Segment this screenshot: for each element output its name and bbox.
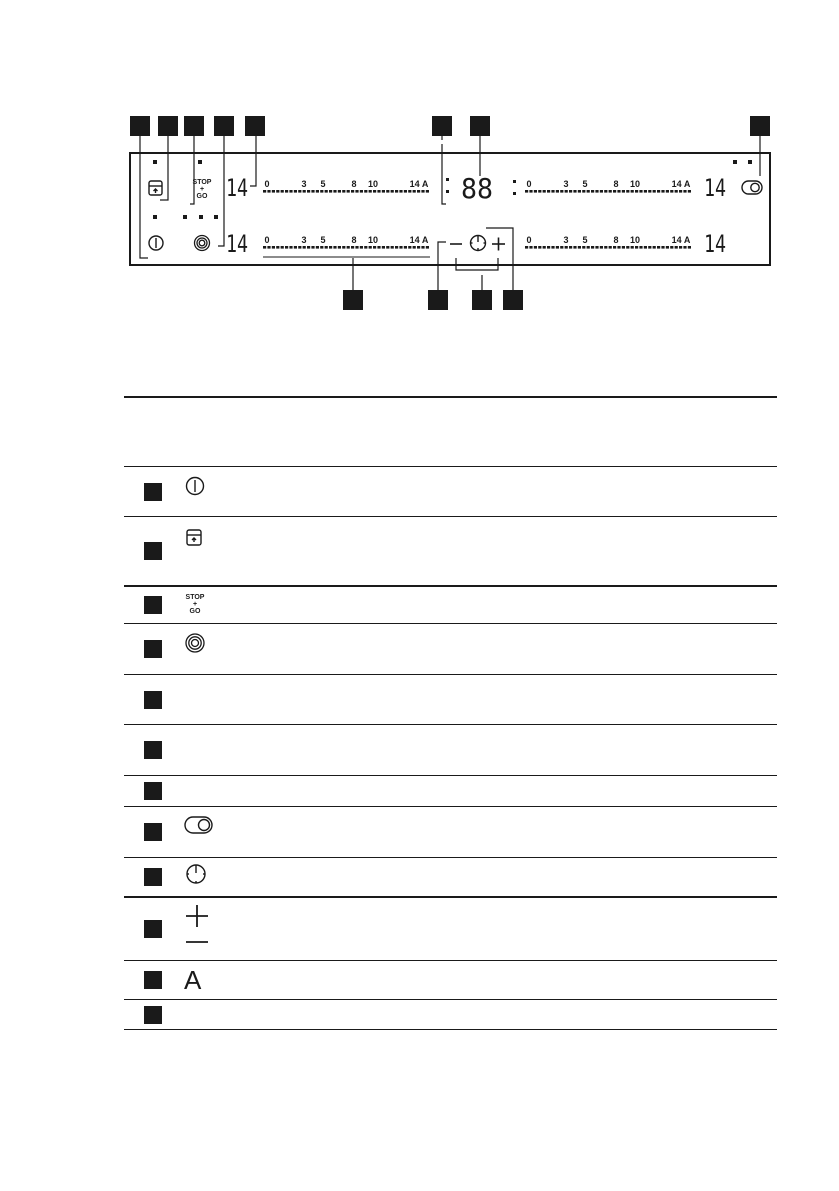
scale-label: 14 A	[671, 179, 691, 189]
scale-label: 3	[301, 235, 307, 245]
scale-segment	[688, 190, 691, 193]
callout-marker	[470, 116, 490, 136]
scale-label: 0	[264, 179, 270, 189]
stop-go-symbol	[184, 594, 206, 615]
scale-segment	[386, 190, 389, 193]
scale-segment	[626, 190, 629, 193]
stop-text: STOP	[185, 594, 205, 602]
scale-segment	[666, 246, 669, 249]
scale-segment	[556, 246, 559, 249]
scale-segment	[582, 246, 585, 249]
scale-segment	[316, 190, 319, 193]
scale-segment	[556, 190, 559, 193]
scale-segment	[408, 190, 411, 193]
scale-segment	[679, 246, 682, 249]
scale-segment	[303, 246, 306, 249]
plus-icon[interactable]	[492, 238, 505, 251]
legend-row	[124, 586, 777, 624]
scale-segment	[525, 190, 528, 193]
scale-segment	[529, 246, 532, 249]
scale-label: 14 A	[409, 179, 429, 189]
legend-row	[124, 858, 777, 897]
legend-header-row	[124, 397, 777, 467]
scale-label: 10	[629, 179, 641, 189]
scale-segment	[622, 246, 625, 249]
leader-lines	[140, 136, 760, 290]
legend-row	[124, 725, 777, 776]
scale-segment	[391, 190, 394, 193]
legend-marker	[144, 741, 162, 759]
scale-segment	[325, 190, 328, 193]
legend-row	[124, 961, 777, 1000]
scale-segment	[613, 246, 616, 249]
callout-marker	[503, 290, 523, 310]
display-right-bottom: 14	[704, 230, 726, 258]
scale-segment	[369, 190, 372, 193]
scale-segment	[355, 246, 358, 249]
scale-segment	[347, 246, 350, 249]
scale-segment	[364, 246, 367, 249]
scale-segment	[538, 246, 541, 249]
scale-label: 0	[526, 235, 532, 245]
legend-row	[124, 807, 777, 858]
legend-marker	[144, 691, 162, 709]
scale-segment	[399, 190, 402, 193]
scale-segment	[333, 246, 336, 249]
scale-segment	[543, 190, 546, 193]
stop-go-top: STOP	[192, 179, 212, 186]
scale-segment	[670, 246, 673, 249]
scale-segment	[355, 190, 358, 193]
scale-segment	[644, 190, 647, 193]
scale-segment	[276, 190, 279, 193]
scale-segment	[413, 190, 416, 193]
scale-segment	[595, 246, 598, 249]
scale-segment	[604, 246, 607, 249]
scale-segment	[421, 190, 424, 193]
scale-segment	[329, 190, 332, 193]
scale-segment	[639, 246, 642, 249]
scale-segment	[661, 190, 664, 193]
scale-segment	[653, 190, 656, 193]
scale-segment	[382, 190, 385, 193]
scale-segment	[657, 246, 660, 249]
scale-label: 10	[367, 235, 379, 245]
callout-marker	[432, 116, 452, 136]
scale-segment	[631, 190, 634, 193]
scale-label: 3	[301, 179, 307, 189]
a-symbol: A	[184, 964, 202, 995]
scale-segment	[547, 246, 550, 249]
stop-go-sensor[interactable]	[193, 179, 212, 200]
scale-segment	[551, 190, 554, 193]
hob2hood-icon	[184, 815, 214, 835]
scale-label: 3	[563, 235, 569, 245]
scale-segment	[263, 190, 266, 193]
scale-segment	[573, 246, 576, 249]
scale-segment	[675, 190, 678, 193]
stop-go-bottom: GO	[196, 193, 208, 200]
scale-segment	[595, 190, 598, 193]
scale-segment	[644, 246, 647, 249]
scale-label: 0	[264, 235, 270, 245]
scale-segment	[289, 246, 292, 249]
go-text: GO	[189, 608, 201, 616]
scale-segment	[377, 246, 380, 249]
scale-segment	[569, 246, 572, 249]
scale-segment	[281, 190, 284, 193]
scale-segment	[622, 190, 625, 193]
scale-segment	[525, 246, 528, 249]
scale-segment	[421, 246, 424, 249]
display-left-bottom: 14	[226, 230, 248, 258]
scale-segment	[404, 246, 407, 249]
scale-segment	[373, 190, 376, 193]
callout-marker	[750, 116, 770, 136]
hob2hood-icon[interactable]	[742, 181, 762, 194]
scale-segment	[626, 246, 629, 249]
scale-segment	[294, 190, 297, 193]
scale-segment	[294, 246, 297, 249]
scale-segment	[551, 246, 554, 249]
plus-text: +	[192, 601, 198, 609]
scale-segment	[417, 246, 420, 249]
scale-label: 14 A	[671, 235, 691, 245]
scale-segment	[311, 190, 314, 193]
legend-row	[124, 675, 777, 725]
scale-segment	[303, 190, 306, 193]
bridge-icon[interactable]	[195, 236, 210, 251]
legend-row	[124, 776, 777, 807]
legend-row	[124, 624, 777, 675]
scale-label: 8	[351, 179, 357, 189]
scale-segment	[591, 190, 594, 193]
scale-segment	[578, 190, 581, 193]
legend-table	[124, 396, 777, 1030]
scale-label: 5	[582, 179, 588, 189]
scale-segment	[320, 246, 323, 249]
scale-segment	[307, 190, 310, 193]
scale-segment	[426, 190, 429, 193]
scale-label: 5	[320, 235, 326, 245]
scale-segment	[360, 190, 363, 193]
scale-segment	[267, 246, 270, 249]
bottom-callout-markers	[343, 290, 523, 310]
scale-segment	[320, 190, 323, 193]
callout-marker	[184, 116, 204, 136]
scale-label: 10	[629, 235, 641, 245]
legend-marker	[144, 640, 162, 658]
scale-segment	[683, 246, 686, 249]
scale-label: 3	[563, 179, 569, 189]
scale-segment	[338, 246, 341, 249]
scale-segment	[534, 246, 537, 249]
callout-marker	[343, 290, 363, 310]
scale-segment	[272, 246, 275, 249]
scale-segment	[547, 190, 550, 193]
scale-segment	[267, 190, 270, 193]
scale-label: 10	[367, 179, 379, 189]
scale-segment	[617, 190, 620, 193]
legend-marker	[144, 971, 162, 989]
scale-segment	[342, 246, 345, 249]
display-right-top: 14	[704, 174, 726, 202]
scale-segment	[657, 190, 660, 193]
top-callout-markers	[130, 116, 770, 136]
display-left-top: 14	[226, 174, 248, 202]
scale-segment	[661, 246, 664, 249]
callout-marker	[472, 290, 492, 310]
scale-segment	[587, 190, 590, 193]
legend-row	[124, 1000, 777, 1030]
legend-marker	[144, 920, 162, 938]
scale-segment	[573, 190, 576, 193]
scale-segment	[351, 246, 354, 249]
scale-segment	[578, 246, 581, 249]
scale-segment	[679, 190, 682, 193]
scale-segment	[329, 246, 332, 249]
timer-display: 88	[461, 172, 493, 205]
scale-segment	[560, 190, 563, 193]
scale-segment	[635, 246, 638, 249]
scale-segment	[609, 190, 612, 193]
scale-label: 8	[613, 179, 619, 189]
scale-label: 5	[320, 179, 326, 189]
scale-segment	[285, 246, 288, 249]
scale-segment	[404, 190, 407, 193]
scale-segment	[666, 190, 669, 193]
scale-segment	[582, 190, 585, 193]
scale-segment	[604, 190, 607, 193]
scale-label: 8	[613, 235, 619, 245]
scale-segment	[307, 246, 310, 249]
scale-segment	[382, 246, 385, 249]
scale-segment	[386, 246, 389, 249]
lock-icon	[184, 527, 204, 547]
bridge-icon	[184, 632, 206, 654]
scale-segment	[600, 190, 603, 193]
scale-segment	[675, 246, 678, 249]
scale-label: 0	[526, 179, 532, 189]
power-icon	[184, 475, 206, 497]
lock-icon[interactable]	[149, 181, 162, 195]
scale-segment	[569, 190, 572, 193]
legend-marker	[144, 596, 162, 614]
callout-marker	[428, 290, 448, 310]
scale-segment	[285, 190, 288, 193]
scale-segment	[617, 246, 620, 249]
scale-segment	[276, 246, 279, 249]
scale-segment	[263, 246, 266, 249]
legend-row	[124, 467, 777, 517]
legend-marker	[144, 1006, 162, 1024]
scale-label: 14 A	[409, 235, 429, 245]
scale-segment	[609, 246, 612, 249]
legend-marker	[144, 483, 162, 501]
scale-segment	[560, 246, 563, 249]
scale-segment	[543, 246, 546, 249]
scale-segment	[298, 246, 301, 249]
scale-segment	[600, 246, 603, 249]
scale-segment	[360, 246, 363, 249]
legend-marker	[144, 868, 162, 886]
scale-segment	[364, 190, 367, 193]
scale-segment	[391, 246, 394, 249]
scale-segment	[648, 246, 651, 249]
scale-segment	[377, 190, 380, 193]
scale-segment	[342, 190, 345, 193]
scale-segment	[670, 190, 673, 193]
scale-segment	[635, 190, 638, 193]
callout-marker	[245, 116, 265, 136]
scale-segment	[395, 190, 398, 193]
scale-segment	[529, 190, 532, 193]
scale-segment	[534, 190, 537, 193]
scale-segment	[347, 190, 350, 193]
legend-marker	[144, 823, 162, 841]
control-panel-diagram	[0, 0, 839, 340]
scale-segment	[369, 246, 372, 249]
scale-label: 5	[582, 235, 588, 245]
callout-marker	[130, 116, 150, 136]
scale-segment	[631, 246, 634, 249]
scale-segment	[413, 246, 416, 249]
scale-segment	[417, 190, 420, 193]
legend-marker	[144, 542, 162, 560]
timer-icon[interactable]	[471, 236, 486, 251]
scale-segment	[591, 246, 594, 249]
legend-row	[124, 897, 777, 961]
plus-minus-icon	[184, 904, 210, 948]
scale-segment	[281, 246, 284, 249]
scale-segment	[311, 246, 314, 249]
scale-segment	[653, 246, 656, 249]
scale-segment	[289, 190, 292, 193]
scale-segment	[325, 246, 328, 249]
scale-segment	[565, 190, 568, 193]
scale-segment	[613, 190, 616, 193]
scale-segment	[316, 246, 319, 249]
scale-segment	[333, 190, 336, 193]
scale-segment	[688, 246, 691, 249]
scale-segment	[373, 246, 376, 249]
scale-segment	[426, 246, 429, 249]
scale-label: 8	[351, 235, 357, 245]
scale-segment	[408, 246, 411, 249]
scale-segment	[351, 190, 354, 193]
scale-segment	[538, 190, 541, 193]
stop-go-mid: +	[199, 186, 205, 193]
scale-segment	[639, 190, 642, 193]
legend-row	[124, 517, 777, 586]
scale-segment	[648, 190, 651, 193]
scale-segment	[565, 246, 568, 249]
scale-segment	[338, 190, 341, 193]
scale-segment	[683, 190, 686, 193]
scale-segment	[587, 246, 590, 249]
scale-segment	[399, 246, 402, 249]
callout-marker	[158, 116, 178, 136]
scale-segment	[298, 190, 301, 193]
callout-marker	[214, 116, 234, 136]
power-icon[interactable]	[149, 236, 163, 250]
scale-segment	[395, 246, 398, 249]
timer-icon	[184, 862, 208, 886]
scale-segment	[272, 190, 275, 193]
legend-marker	[144, 782, 162, 800]
